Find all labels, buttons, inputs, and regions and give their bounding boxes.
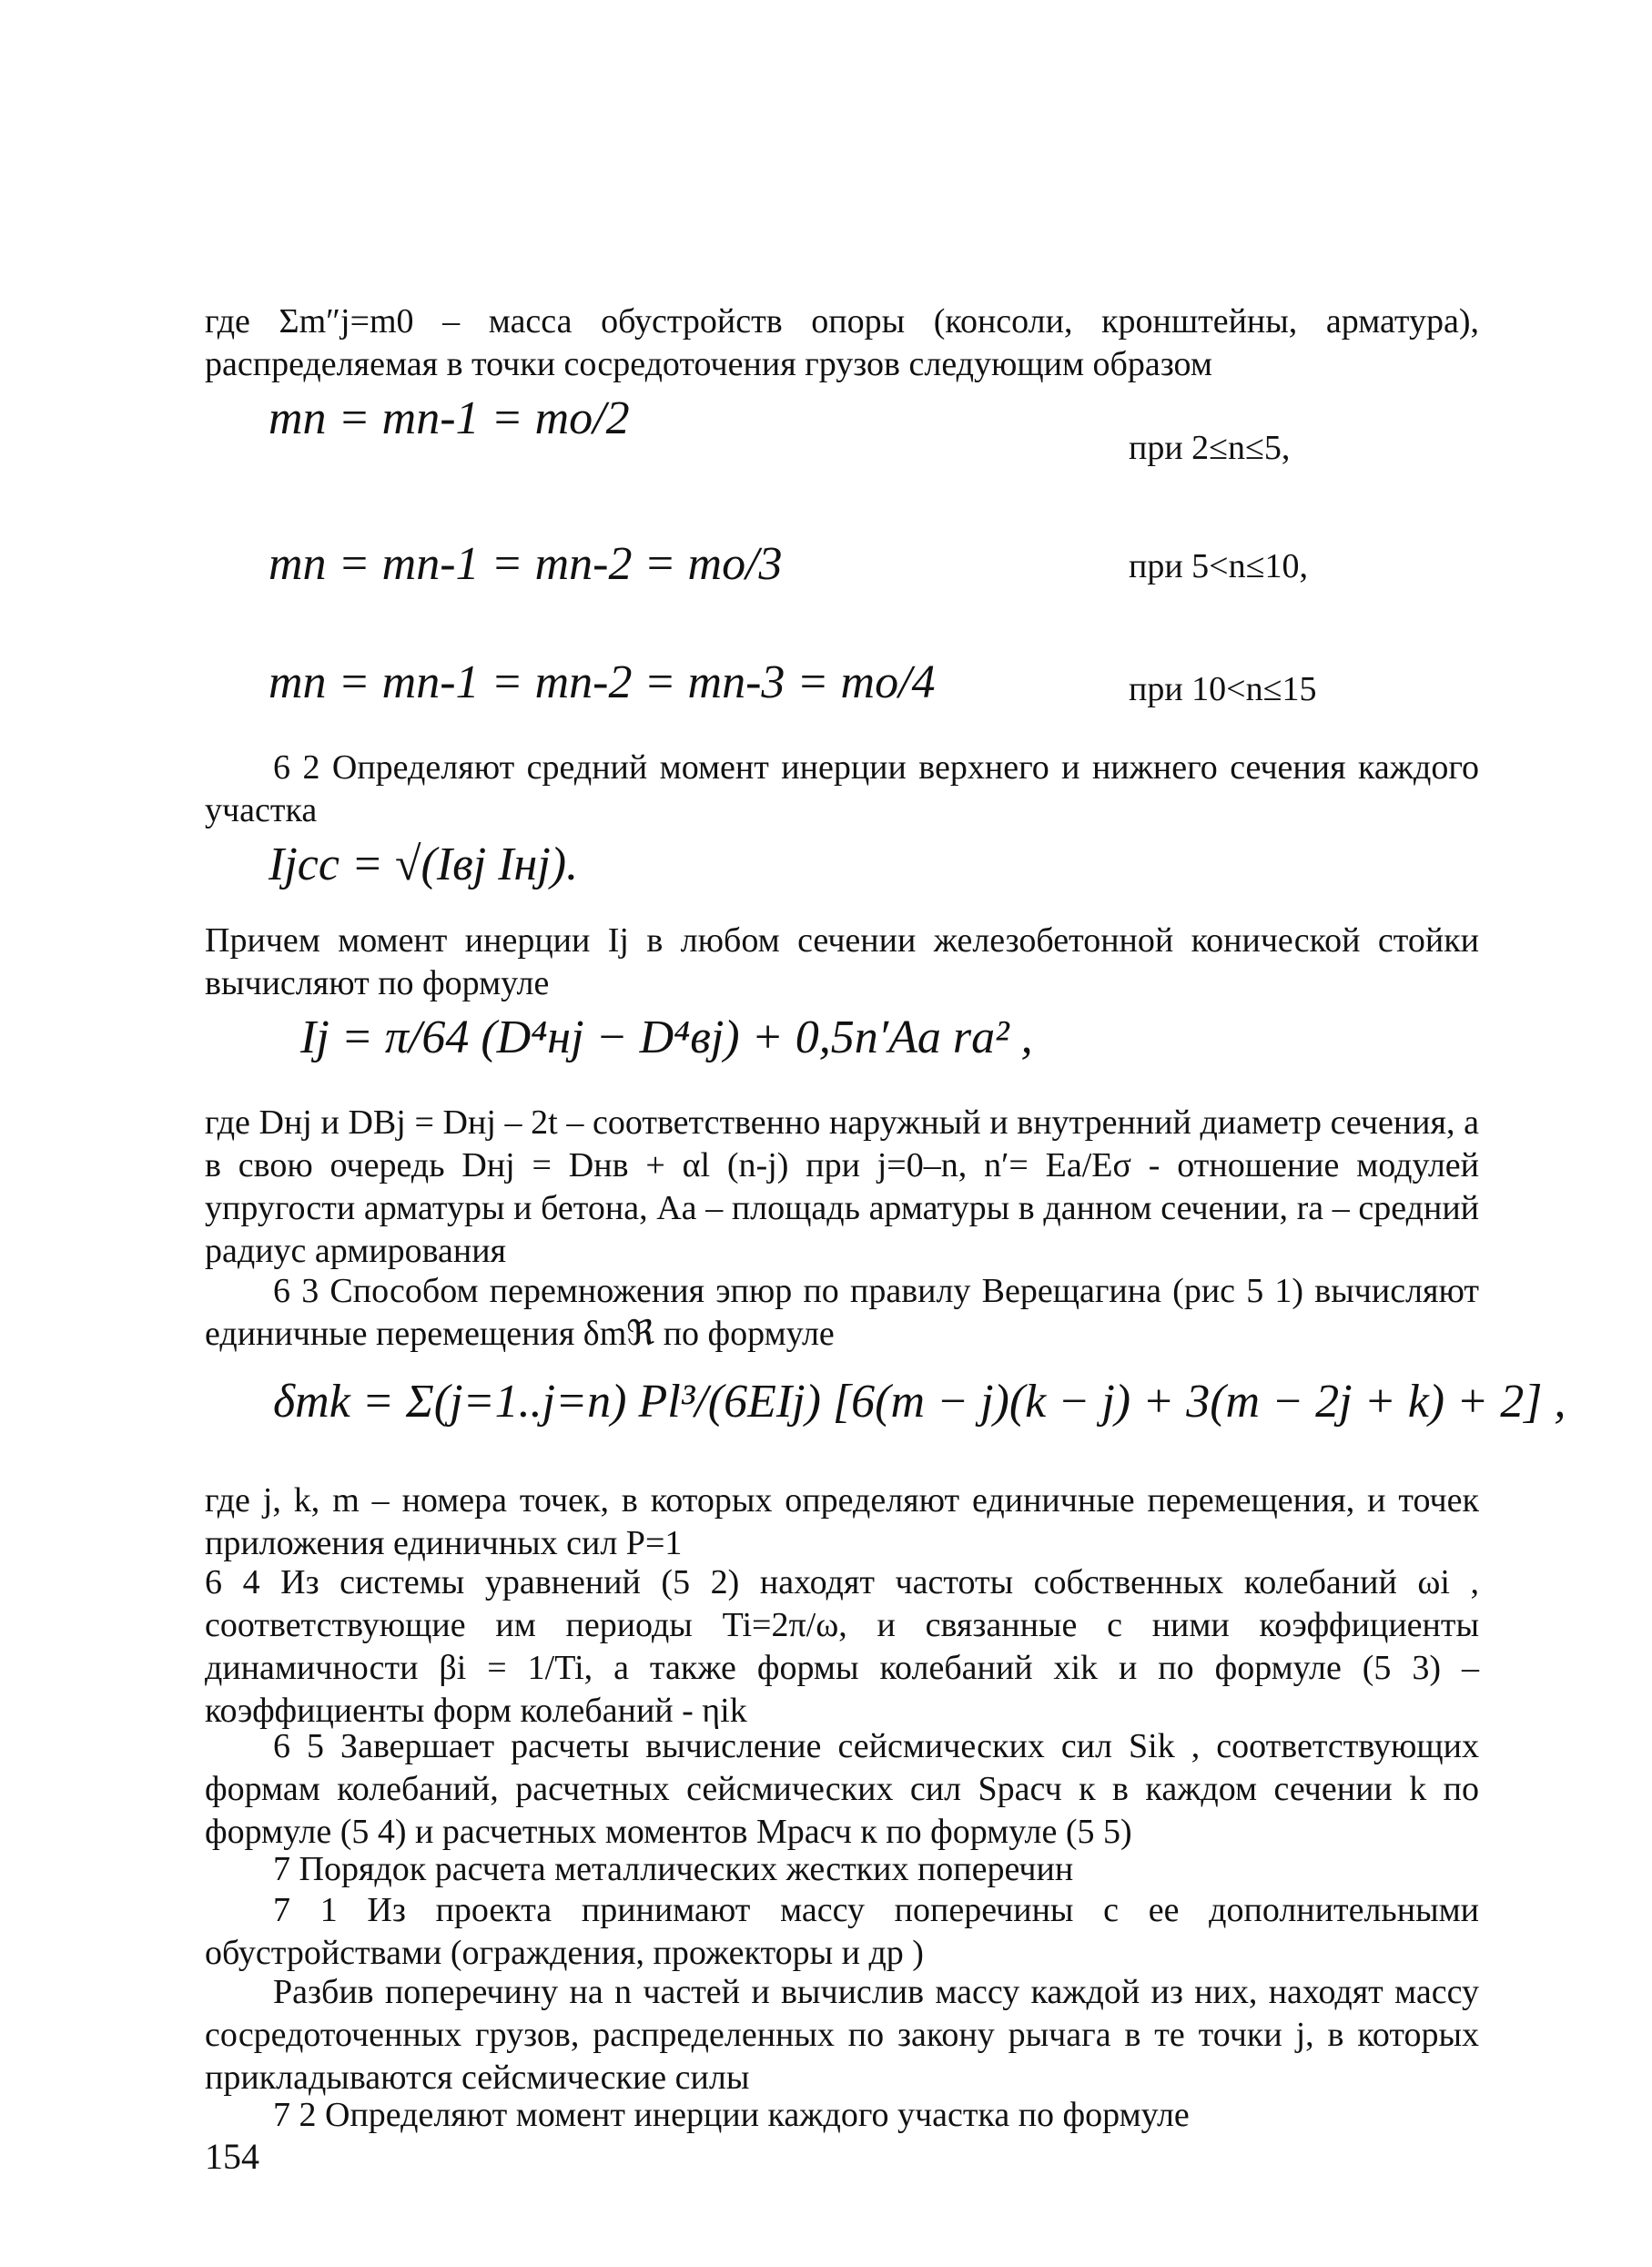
formula-mass-3-text: mn = mn-1 = mn-2 = mo/3: [269, 538, 783, 590]
formula-mass-3: [269, 537, 783, 591]
paragraph-4: где Dнj и DВj = Dнj – 2t – соответственно наружный и внутренний диаметр сечения, а в свою очередь Dнj = Dнв + αl (n-j) при j=0–n, n′= Ea/Eσ - отношение модулей упругости арматуры и бетона, Aa – площадь арматуры в данном сечении, ra – средний радиус армирования: [205, 1103, 1479, 1270]
paragraph-8: 6 5 Завершает расчеты вычисление сейсмических сил Sik , соответствующих формам колебаний, расчетных сейсмических сил Sрасч к в каждом сечении k по формуле (5 4) и расчетных моментов Мрасч к по формуле (5 5): [205, 1727, 1479, 1851]
paragraph-10: 7 1 Из проекта принимают массу поперечины с ее дополнительными обустройствами (ограждения, прожекторы и др ): [205, 1891, 1479, 1972]
formula-mass-2: [269, 391, 630, 445]
paragraph-2: 6 2 Определяют средний момент инерции верхнего и нижнего сечения каждого участка: [205, 748, 1479, 829]
formula-mass-4-text: mn = mn-1 = mn-2 = mn-3 = mo/4: [269, 656, 936, 708]
page-number: 154: [205, 2136, 259, 2177]
formula-inertia-section-text: Ij = π/64 (D⁴нj − D⁴вj) + 0,5n′Aa ra² ,: [300, 1012, 1033, 1063]
condition-3: при 10<n≤15: [1129, 670, 1317, 708]
paragraph-7: 6 4 Из системы уравнений (5 2) находят частоты собственных колебаний ωi , соответствующие им периоды Ti=2π/ω, и связанные с ними коэффициенты динамичности βi = 1/Ti, а также формы колебаний xik и по формуле (5 3) – коэффициенты форм колебаний - ηik: [205, 1563, 1479, 1730]
paragraph-1: где Σm″j=m0 – масса обустройств опоры (консоли, кронштейны, арматура), распределяемая в точки сосредоточения грузов следующим образом: [205, 302, 1479, 383]
formula-unit-displacement-text: δmk = Σ(j=1..j=n) Pl³/(6EIj) [6(m − j)(k − j) + 3(m − 2j + k) + 2] ,: [273, 1376, 1566, 1428]
formula-inertia-mean-text: Ijcc = √(Iвj Iнj).: [269, 839, 579, 890]
condition-2: при 5<n≤10,: [1129, 547, 1308, 585]
formula-inertia-mean: [269, 838, 578, 891]
paragraph-11: Разбив поперечину на n частей и вычислив массу каждой из них, находят массу сосредоточенных грузов, распределенных по закону рычага в те точки j, в которых прикладываются сейсмические силы: [205, 1973, 1479, 2097]
formula-unit-displacement: [273, 1375, 1566, 1428]
paragraph-12: 7 2 Определяют момент инерции каждого участка по формуле: [273, 2096, 1190, 2134]
paragraph-5: 6 3 Способом перемножения эпюр по правилу Верещагина (рис 5 1) вычисляют единичные перемещения δmℜ по формуле: [205, 1272, 1479, 1353]
paragraph-3: Причем момент инерции Ij в любом сечении железобетонной конической стойки вычисляют по формуле: [205, 921, 1479, 1002]
formula-mass-4: [269, 656, 936, 709]
condition-1: при 2≤n≤5,: [1129, 429, 1291, 467]
formula-mass-2-text: mn = mn-1 = mo/2: [269, 392, 630, 444]
section-heading-7: 7 Порядок расчета металлических жестких поперечин: [273, 1850, 1074, 1888]
formula-inertia-section: [300, 1011, 1033, 1064]
paragraph-6: где j, k, m – номера точек, в которых определяют единичные перемещения, и точек приложения единичных сил P=1: [205, 1481, 1479, 1562]
